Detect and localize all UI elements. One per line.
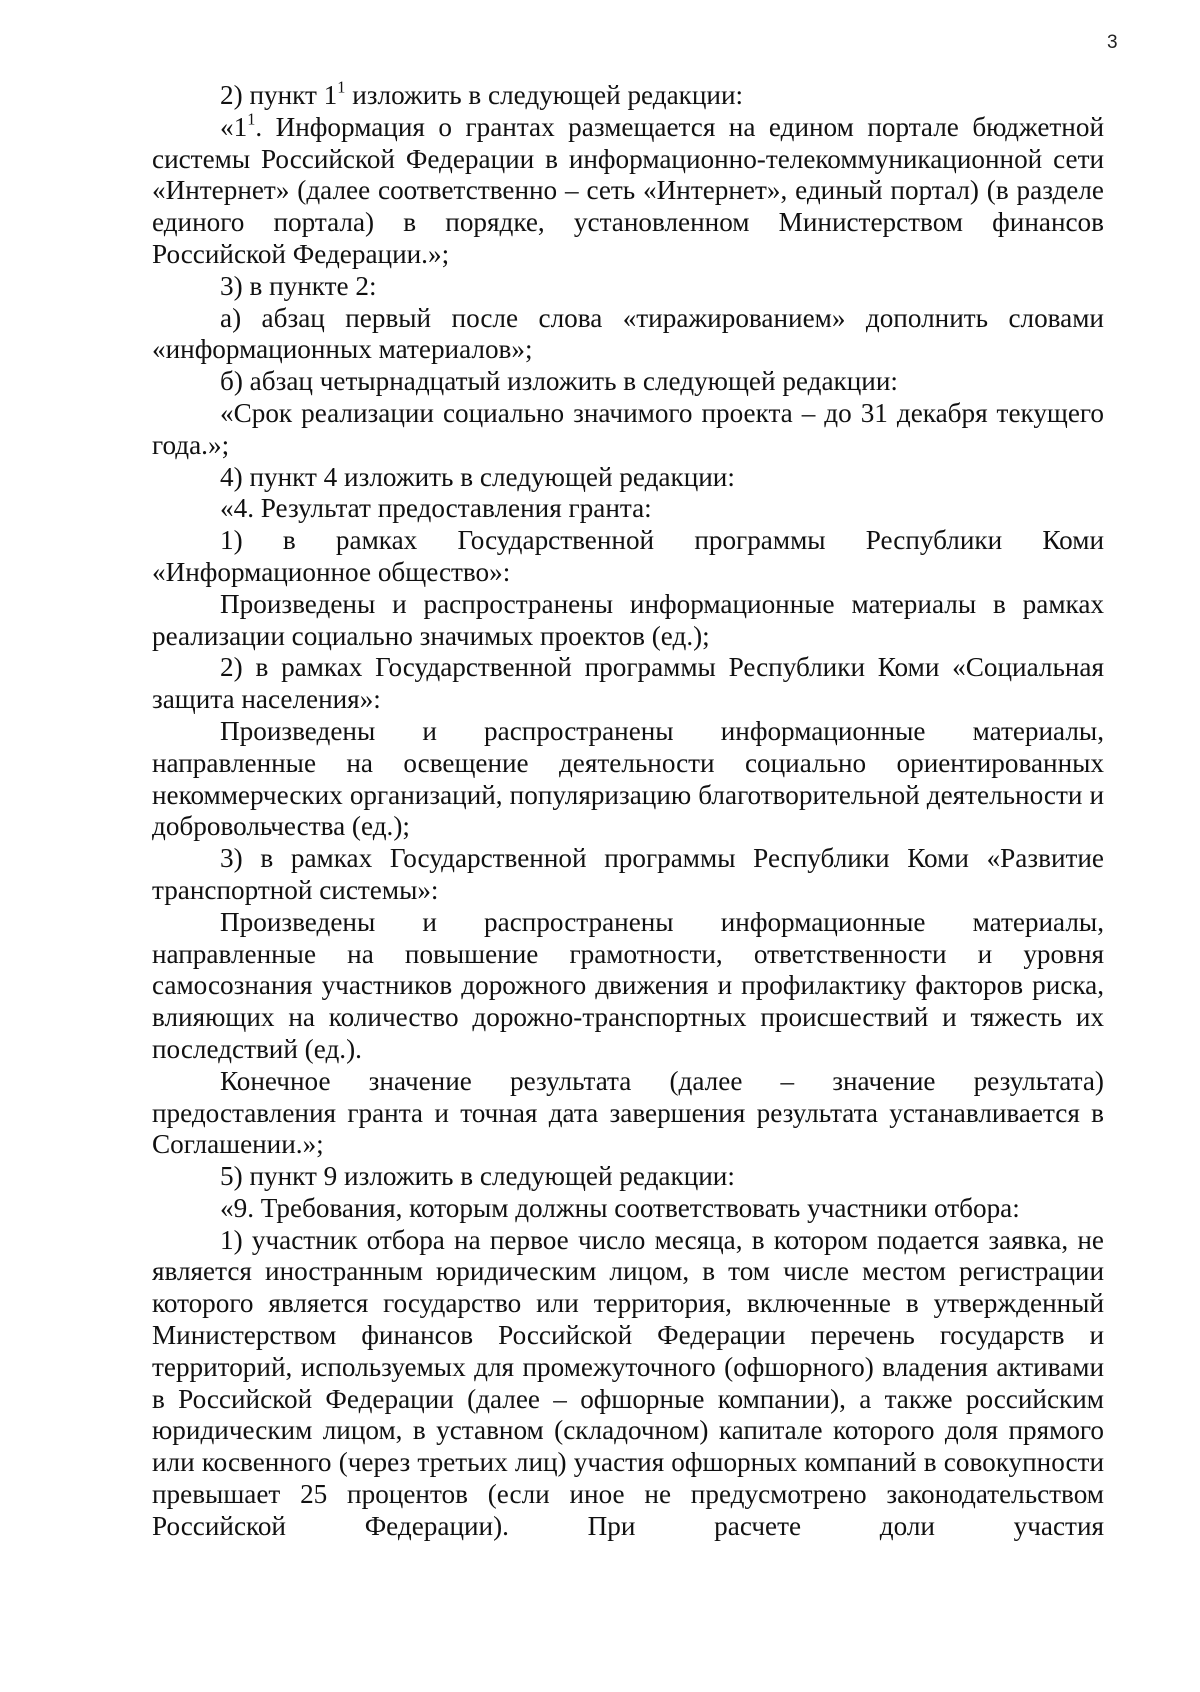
paragraph-subitem-b: б) абзац четырнадцатый изложить в следующей редакции: (220, 366, 898, 397)
quoted-paragraph-1-1 (152, 109, 1104, 271)
paragraph-text: изложить в следующей редакции: (345, 80, 744, 110)
quoted-paragraph-9: «9. Требования, которым должны соответствовать участники отбора: (220, 1192, 1020, 1223)
paragraph-result-3: 3) в рамках Государственной программы Республики Коми «Развитие транспортной системы»: (152, 843, 1104, 905)
quoted-paragraph-4: «4. Результат предоставления гранта: (220, 493, 652, 524)
paragraph-text: . Информация о грантах размещается на едином портале бюджетной системы Российской Федерации в информационно-телекоммуникационной сети «Интернет» (далее соответственно – сеть «Интернет», единый портал) (в разделе единого портала) в порядке, установленном Министерством финансов Российской Федерации.»; (152, 111, 1104, 269)
page-number: 3 (1107, 32, 1118, 53)
paragraph-subitem-a: а) абзац первый после слова «тиражированием» дополнить словами «информационных материалов»; (152, 302, 1104, 365)
paragraph-result-1: 1) в рамках Государственной программы Республики Коми «Информационное общество»: (152, 525, 1104, 587)
paragraph-item-5: 5) пункт 9 изложить в следующей редакции: (220, 1161, 735, 1192)
paragraph-result-1-text: Произведены и распространены информационные материалы в рамках реализации социально значимых проектов (ед.); (152, 588, 1104, 651)
paragraph-result-3-text: Произведены и распространены информационные материалы, направленные на повышение грамотности, ответственности и уровня самосознания участников дорожного движения и профилактику факторов риска, влияющих на количество дорожно-транспортных происшествий и тяжесть их последствий (ед.). (152, 906, 1104, 1064)
paragraph-final-value: Конечное значение результата (далее – значение результата) предоставления гранта и точная дата завершения результата устанавливается в Соглашении.»; (152, 1065, 1104, 1160)
paragraph-result-2-text: Произведены и распространены информационные материалы, направленные на освещение деятельности социально ориентированных некоммерческих организаций, популяризацию благотворительной деятельности и добровольчества (ед.); (152, 715, 1104, 842)
paragraph-text: «1 (220, 111, 248, 142)
paragraph-requirement-1: 1) участник отбора на первое число месяца, в котором подается заявка, не является иностранным юридическим лицом, в том числе местом регистрации которого является государство или территория, включенные в утвержденный Министерством финансов Российской Федерации перечень государств и территорий, используемых для промежуточного (офшорного) владения активами в Российской Федерации (далее – офшорные компании), а также российским юридическим лицом, в уставном (складочном) капитале которого доля прямого или косвенного (через третьих лиц) участия офшорных компаний в совокупности превышает 25 процентов (если иное не предусмотрено законодательством Российской Федерации). При расчете доли участия (152, 1224, 1104, 1541)
paragraph-item-3: 3) в пункте 2: (220, 270, 377, 301)
paragraph-text: 2) пункт 1 (220, 80, 338, 110)
superscript: 1 (247, 109, 256, 129)
document-body (152, 77, 1104, 1543)
paragraph-item-2 (152, 77, 1104, 112)
superscript: 1 (337, 77, 346, 97)
quoted-paragraph-deadline: «Срок реализации социально значимого проекта – до 31 декабря текущего года.»; (152, 397, 1104, 460)
paragraph-result-2: 2) в рамках Государственной программы Республики Коми «Социальная защита населения»: (152, 652, 1104, 715)
paragraph-item-4: 4) пункт 4 изложить в следующей редакции: (220, 461, 735, 492)
